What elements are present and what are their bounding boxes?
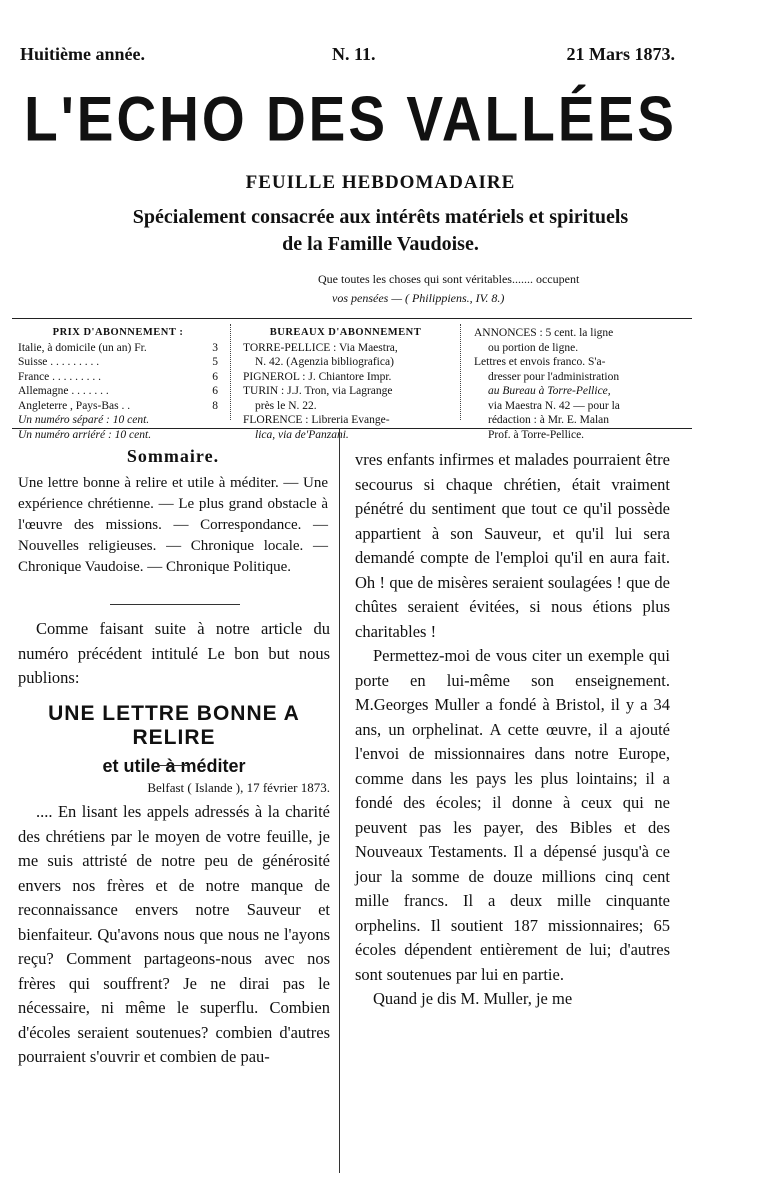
epigraph-line-1: Que toutes les choses qui sont véritables....... occupent (318, 272, 580, 286)
annonces-line: rédaction : à Mr. E. Malan (488, 414, 610, 426)
annonces-line: Prof. à Torre-Pellice. (488, 428, 585, 441)
intro-paragraph: Comme faisant suite à notre article du numéro précédent intitulé Le bon but nous publions: (18, 619, 330, 687)
prix-title: PRIX D'ABONNEMENT : (52, 327, 184, 338)
article-body-right (355, 448, 670, 1012)
bureaux-line: FLORENCE : Libreria Evange- (243, 414, 390, 426)
annonces-line: ANNONCES : 5 cent. la ligne (474, 327, 614, 339)
prix-row: France . . . . . . . . . 6 (18, 370, 218, 383)
article-dateline: Belfast ( Islande ), 17 février 1873. (147, 780, 330, 795)
bureaux-box (243, 326, 448, 442)
bureaux-line: près le N. 22. (255, 399, 317, 412)
bureaux-title: BUREAUX D'ABONNEMENT (269, 327, 422, 338)
prix-row: Suisse . . . . . . . . . 5 (18, 356, 218, 368)
prix-note-2: Un numéro arriéré : 10 cent. (18, 428, 152, 441)
masthead-title: L'ECHO DES VALLÉES (24, 83, 677, 155)
article-paragraph: vres enfants infirmes et malades pourraient être secourus si chaque chrétien, était vraiment pénétré du sentiment que tout ce qu'il possède appartient à son Sauveur, et qu'il lui sera demandé compte de l'emploi qu'il en aura fait. Oh ! que de misères seraient soulagées ! que de chûtes seraient évitées, si nous étions plus charitables ! (355, 450, 670, 641)
prix-row: Allemagne . . . . . . . 6 (18, 385, 218, 397)
rule-bottom (12, 428, 692, 429)
bureaux-line: N. 42. (Agenzia bibliografica) (255, 356, 394, 368)
epigraph (318, 270, 678, 308)
annonces-box (474, 326, 684, 442)
annonces-line: au Bureau à Torre-Pellice, (488, 385, 611, 397)
bureaux-line: lica, via de'Panzani. (255, 428, 349, 441)
masthead-subtitle: FEUILLE HEBDOMADAIRE (245, 172, 516, 193)
article-body-left (18, 800, 330, 1070)
issue-year: Huitième année. (20, 44, 145, 64)
bureaux-line: TURIN : J.J. Tron, via Lagrange (243, 385, 393, 397)
rule-top (12, 318, 692, 319)
article-paragraph: Quand je dis M. Muller, je me (373, 989, 573, 1008)
bureaux-line: PIGNEROL : J. Chiantore Impr. (243, 370, 392, 383)
issue-number: N. 11. (332, 44, 376, 64)
issue-date: 21 Mars 1873. (566, 44, 675, 64)
article-heading-line-1: UNE LETTRE BONNE A RELIRE (48, 702, 300, 749)
heading-dash (158, 765, 190, 766)
issue-header (20, 44, 675, 68)
masthead-tagline (0, 204, 761, 258)
box-separator (460, 324, 461, 420)
sommaire-section (18, 444, 328, 578)
sommaire-title: Sommaire. (126, 446, 220, 466)
prix-row: Angleterre , Pays-Bas . . 8 (18, 399, 218, 412)
annonces-line: via Maestra N. 42 — pour la (488, 399, 620, 412)
section-divider (110, 604, 240, 605)
annonces-line: Lettres et envois franco. S'a- (474, 356, 606, 368)
article-paragraph: .... En lisant les appels adressés à la charité des chrétiens par le moyen de votre feuille, je me suis attristé de notre peu de générosité envers nos frères et de notre manque de reconnaissance envers notre Sauveur et bienfaiteur. Qu'avons nous que nous ne l'ayons reçu? Comment partageons-nous avec nos frères qui souffrent? Je ne dirai pas le nécessaire, ni même le superflu. Combien d'écoles seraient soutenues? combien d'autres pourraient s'ouvrir et combien de pau- (18, 802, 330, 1066)
prix-row: Italie, à domicile (un an) Fr. 3 (18, 341, 218, 354)
annonces-line: ou portion de ligne. (488, 341, 579, 354)
article-paragraph: Permettez-moi de vous citer un exemple qui porte en lui-même son enseignement. M.Georges Muller a fondé à Bristol, il y a 34 ans, un orphelinat. A cette œuvre, il a ajouté l'envoi de missionnaires dans notre Europe, comme dans les pays les plus lointains; il a fondé des écoles; il donne à ceux qui ne peuvent pas les payer, des Bibles et des Nouveaux Testaments. Il a dépensé jusqu'à ce jour la somme de douze millions cinq cent mille francs. Il a deux mille cinquante orphelins. Il soutient 187 missionnaires; 65 écoles dépendent entièrement de lui; d'autres sont soutenues par lui en partie. (355, 646, 670, 984)
prix-box (18, 326, 218, 442)
tagline-line-1: Spécialement consacrée aux intérêts matériels et spirituels (132, 206, 629, 228)
annonces-line: dresser pour l'administration (488, 370, 620, 383)
epigraph-line-2: vos pensées — ( Philippiens., IV. 8.) (332, 291, 505, 305)
sommaire-text: Une lettre bonne à relire et utile à méditer. — Une expérience chrétienne. — Le plus grand obstacle à l'œuvre des missions. — Correspondance. — Nouvelles religieuses. — Chronique locale. — Chronique Vaudoise. — Chronique Politique. (18, 474, 328, 575)
prix-note-1: Un numéro séparé : 10 cent. (18, 414, 150, 426)
tagline-line-2: de la Famille Vaudoise. (282, 233, 479, 255)
article-heading-line-2: et utile à méditer (102, 756, 246, 776)
column-rule (339, 428, 340, 1173)
box-separator (230, 324, 231, 420)
bureaux-line: TORRE-PELLICE : Via Maestra, (243, 341, 398, 354)
